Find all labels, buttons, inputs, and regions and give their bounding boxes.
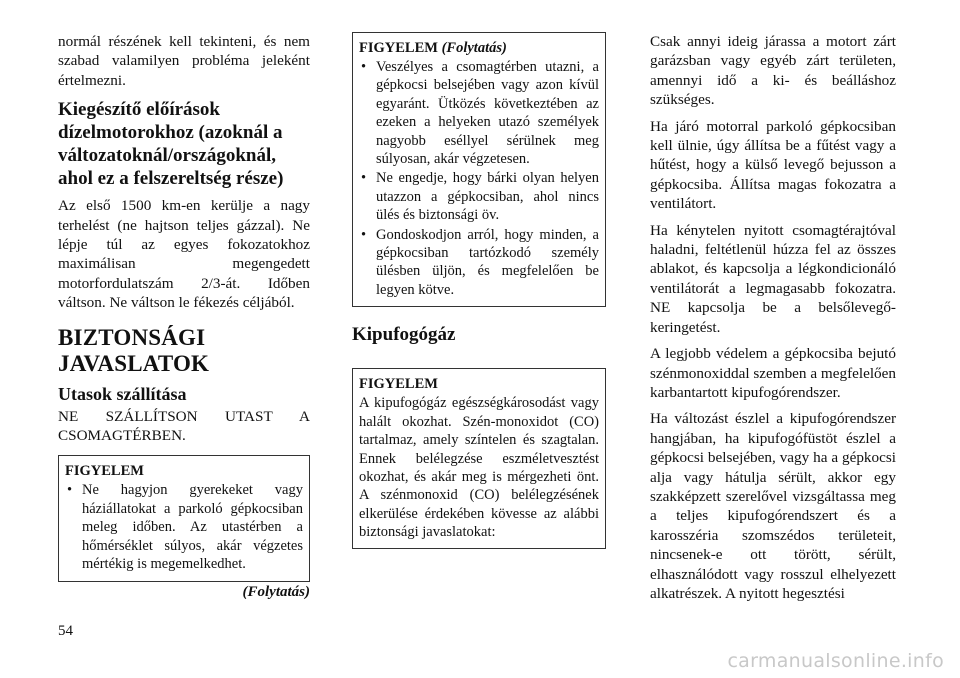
page-number: 54 (58, 623, 73, 639)
warning-item (359, 58, 599, 168)
warning-item-text: Ne hagyjon gyerekeket vagy háziállatokat a parkoló gépkocsiban meleg időben. Az utastérben a hőmérséklet súlyos, akár végzetes mértékig is megemelkedhet. (82, 482, 303, 573)
body-paragraph: Ha kénytelen nyitott csomagtérajtóval haladni, feltétlenül húzza fel az összes ablakot, és kapcsolja a légkondicionáló ventilátorát a legmagasabb fokozatra. NE kapcsolja be a belsőlevegő-keringetést. (650, 221, 896, 336)
warning-title-text: FIGYELEM (359, 40, 438, 56)
exhaust-heading: Kipufogógáz (352, 324, 456, 346)
warning-list (65, 481, 303, 573)
diesel-heading: Kiegészítő előírások dízelmotorokhoz (azoknál a változatoknál/országoknál, ahol ez a felszereltség része) (58, 99, 284, 190)
warning-item-text: Veszélyes a csomagtérben utazni, a gépkocsi belsejében vagy azon kívül egyaránt. Ütközés következtében az ezeken a helyeken utazó személyek nagyobb eséllyel sérülnek meg súlyosan, akár végzetesen. (376, 59, 599, 168)
warning-list (359, 58, 599, 299)
warning-box-continued (352, 32, 606, 307)
warning-title: FIGYELEM (359, 376, 438, 393)
column-middle (352, 32, 606, 549)
warning-title: FIGYELEM (65, 463, 144, 480)
bullet-icon: • (361, 59, 367, 75)
no-passengers-notice: NE SZÁLLÍTSON UTAST A CSOMAGTÉRBEN. (58, 407, 310, 445)
bullet-icon: • (67, 482, 73, 499)
warning-item-text: Gondoskodjon arról, hogy minden, a gépkocsiban tartózkodó személy ülésben üljön, és megfelelően be legyen kötve. (376, 226, 599, 298)
body-paragraph: A legjobb védelem a gépkocsiba bejutó szénmonoxiddal szemben a megfelelően karbantartott kipufogórendszer. (650, 345, 896, 401)
passengers-subheading: Utasok szállítása (58, 383, 187, 404)
warning-item (359, 169, 599, 224)
column-left (58, 32, 310, 601)
continued-label: (Folytatás) (242, 583, 310, 600)
warning-title-suffix: (Folytatás) (441, 40, 507, 56)
intro-paragraph: normál részének kell tekinteni, és nem szabad valamilyen probléma jeleként értelmezni. (58, 33, 310, 89)
warning-item (65, 481, 303, 573)
watermark: carmanualsonline.info (727, 650, 944, 672)
warning-title (359, 39, 599, 57)
body-paragraph: Csak annyi ideig járassa a motort zárt garázsban vagy egyéb zárt területen, amennyi idő a ki- és beálláshoz szükséges. (650, 33, 896, 109)
bullet-icon: • (361, 170, 367, 187)
column-right (650, 32, 896, 610)
warning-item-text: Ne engedje, hogy bárki olyan helyen utazzon a gépkocsiban, ahol nincs ülés és biztonsági öv. (376, 170, 599, 224)
exhaust-warning-text: A kipufogógáz egészségkárosodást vagy halált okozhat. Szén-monoxidot (CO) tartalmaz, amely színtelen és szagtalan. Ennek belélegzése eszméletvesztést okozhat, és akár meg is mérgezheti önt. A szénmonoxid (CO) belélegzésének elkerülése érdekében kövesse az alábbi biztonsági javaslatokat: (359, 395, 599, 541)
warning-box-children (58, 455, 310, 581)
warning-item (359, 226, 599, 300)
bullet-icon: • (361, 226, 367, 243)
warning-box-exhaust (352, 368, 606, 548)
diesel-paragraph: Az első 1500 km-en kerülje a nagy terhelést (ne hajtson teljes gázzal). Ne lépje túl az egyes fokozatokhoz maximálisan megengedett motorfordulatszám 2/3-át. Időben váltson. Ne váltson le fékezés céljából. (58, 197, 310, 312)
safety-heading: BIZTONSÁGI JAVASLATOK (58, 324, 210, 376)
body-paragraph: Ha változást észlel a kipufogórendszer hangjában, ha kipufogófüstöt észlel a gépkocsi belsejében, vagy ha a gépkocsi alja vagy hátulja sérült, akkor egy szakképzett szerelővel vizsgáltassa meg a teljes kipufogórendszert és a karosszéria szomszédos területeit, nincsenek-e ott törött, sérült, elhasználódott vagy rosszul elhelyezett alkatrészek. A nyitott hegesztési (650, 410, 896, 602)
body-paragraph: Ha járó motorral parkoló gépkocsiban kell ülnie, úgy állítsa be a fűtést vagy a hűtést, hogy a külső levegő bejusson a gépkocsiba. Állítsa magas fokozatra a ventilátort. (650, 117, 896, 213)
